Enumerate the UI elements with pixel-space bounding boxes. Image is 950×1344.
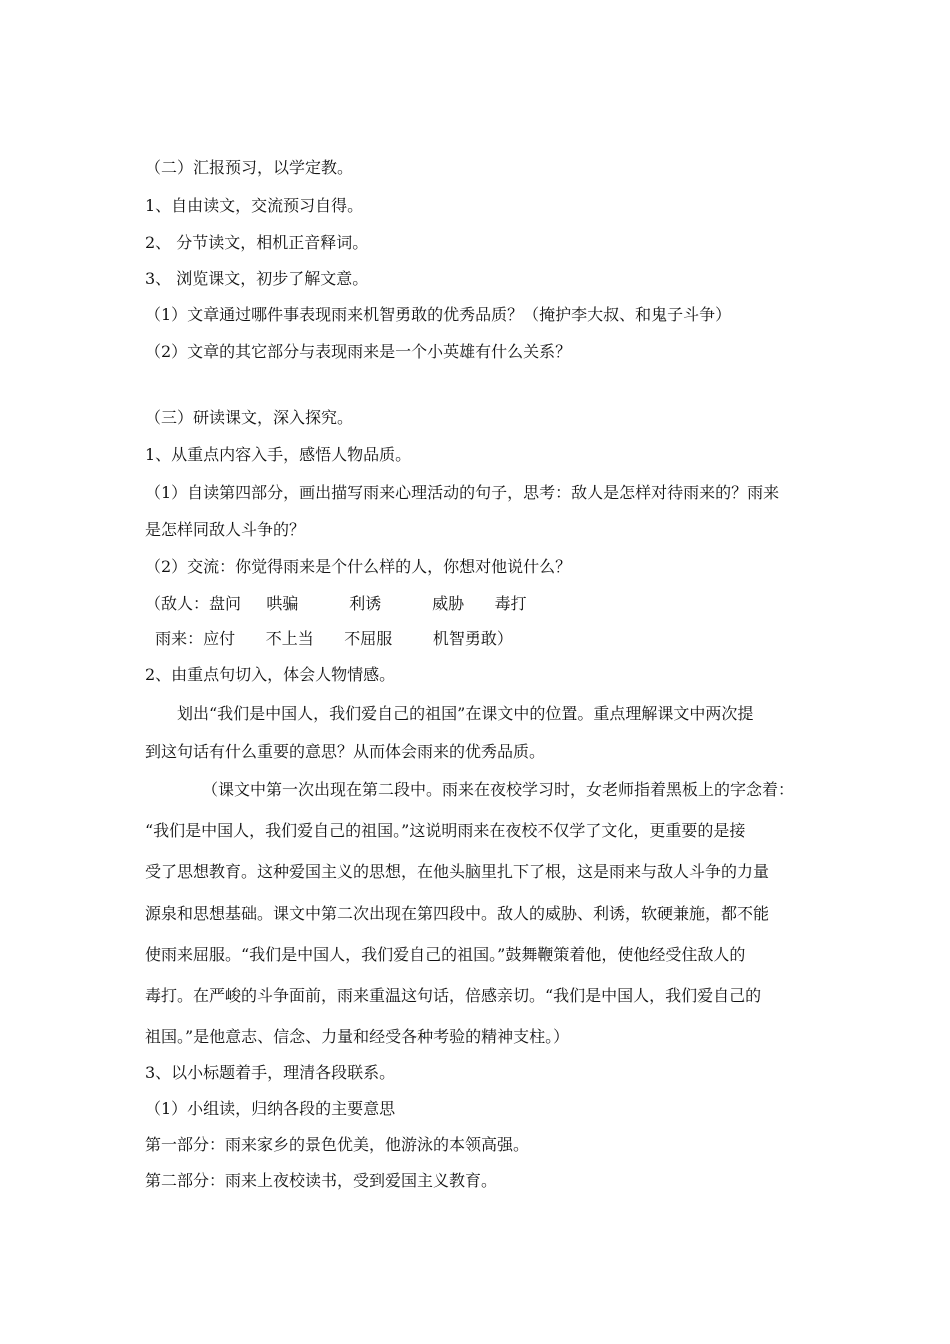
enemy-actions: （敌人：盘问 哄骗 利诱 威胁 毒打 [145, 594, 527, 613]
paragraph-2-line-3: 受了思想教育。这种爱国主义的思想，在他头脑里扎下了根，这是雨来与敌人斗争的力量 [145, 862, 770, 881]
subsection-2: 2、由重点句切入，体会人物情感。 [145, 665, 396, 684]
paragraph-2-line-4: 源泉和思想基础。课文中第二次出现在第四段中。敌人的威胁、利诱，软硬兼施，都不能 [145, 904, 770, 923]
paragraph-2-line-5: 使雨来屈服。“我们是中国人，我们爱自己的祖国。”鼓舞鞭策着他，使他经受住敌人的 [145, 945, 746, 964]
step-3: 3、 浏览课文，初步了解文意。 [145, 269, 369, 288]
part-1-summary: 第一部分：雨来家乡的景色优美，他游泳的本领高强。 [145, 1135, 530, 1154]
question-1: （1）文章通过哪件事表现雨来机智勇敢的优秀品质？（掩护李大叔、和鬼子斗争） [145, 305, 732, 324]
part-2-summary: 第二部分：雨来上夜校读书，受到爱国主义教育。 [145, 1171, 498, 1190]
step-2: 2、 分节读文，相机正音释词。 [145, 233, 369, 252]
paragraph-2-line-2: “我们是中国人，我们爱自己的祖国。”这说明雨来在夜校不仅学了文化，更重要的是接 [145, 821, 746, 840]
paragraph-1-line-2: 到这句话有什么重要的意思？从而体会雨来的优秀品质。 [145, 742, 546, 761]
paragraph-2-line-6: 毒打。在严峻的斗争面前，雨来重温这句话，倍感亲切。“我们是中国人，我们爱自己的 [145, 986, 762, 1005]
task-2: （2）交流：你觉得雨来是个什么样的人，你想对他说什么？ [145, 557, 572, 576]
group-task: （1）小组读，归纳各段的主要意思 [145, 1099, 396, 1118]
subsection-3: 3、以小标题着手，理清各段联系。 [145, 1063, 396, 1082]
paragraph-2-line-7: 祖国。”是他意志、信念、力量和经受各种考验的精神支柱。） [145, 1027, 570, 1046]
task-1-line-2: 是怎样同敌人斗争的？ [145, 520, 306, 539]
yulai-responses: 雨来：应付 不上当 不屈服 机智勇敢） [145, 629, 513, 648]
section-heading-2: （二）汇报预习，以学定教。 [145, 158, 354, 177]
step-1: 1、自由读文，交流预习自得。 [145, 196, 364, 215]
section-heading-3: （三）研读课文，深入探究。 [145, 408, 354, 427]
task-1-line-1: （1）自读第四部分，画出描写雨来心理活动的句子，思考：敌人是怎样对待雨来的？雨来 [145, 483, 780, 502]
paragraph-1-line-1: 划出“我们是中国人，我们爱自己的祖国”在课文中的位置。重点理解课文中两次提 [177, 704, 754, 723]
question-2: （2）文章的其它部分与表现雨来是一个小英雄有什么关系？ [145, 342, 572, 361]
paragraph-2-line-1: （课文中第一次出现在第二段中。雨来在夜校学习时，女老师指着黑板上的字念着： [202, 780, 795, 799]
subsection-1: 1、从重点内容入手，感悟人物品质。 [145, 445, 412, 464]
